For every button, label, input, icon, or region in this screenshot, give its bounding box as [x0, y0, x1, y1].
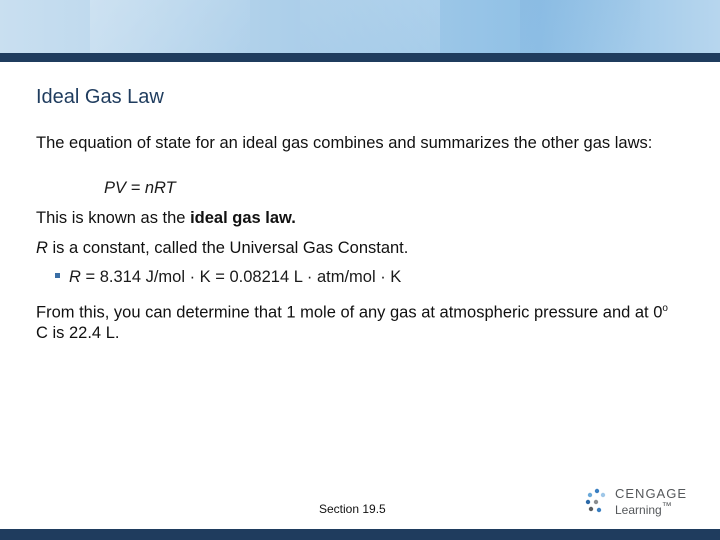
paragraph-ideal-gas-law — [36, 208, 296, 228]
bullet-text: = 8.314 J/mol · K = 0.08214 L · atm/mol · K — [80, 268, 402, 286]
logo-name: CENGAGE — [615, 486, 688, 501]
paragraph-constant — [36, 238, 408, 258]
top-banner — [0, 0, 720, 53]
variable-r: R — [69, 268, 81, 286]
cengage-logo — [585, 486, 695, 518]
logo-sub-text: Learning — [615, 503, 662, 517]
top-rule — [0, 53, 720, 62]
paragraph-text: From this, you can determine that 1 mole of any gas at atmospheric pressure and at 0 — [36, 303, 663, 322]
paragraph-mole — [36, 299, 676, 343]
variable-r: R — [36, 239, 48, 257]
paragraph-text: This is known as the — [36, 209, 191, 227]
banner-facet — [300, 0, 440, 53]
bullet-square-icon — [55, 273, 60, 278]
banner-facet — [90, 0, 250, 53]
equation-text: PV = nRT — [104, 179, 176, 197]
paragraph-text: C is 22.4 L. — [36, 323, 120, 342]
bullet-item — [55, 268, 401, 287]
section-label: Section 19.5 — [319, 502, 386, 516]
equation — [104, 179, 176, 198]
degree-superscript: o — [662, 303, 668, 314]
trademark-mark: ™ — [661, 501, 672, 512]
logo-sub — [615, 501, 672, 517]
paragraph-intro: The equation of state for an ideal gas combines and summarizes the other gas laws: — [36, 134, 653, 152]
banner-facet — [520, 0, 640, 53]
bold-term: ideal gas law. — [190, 209, 296, 227]
paragraph-text: is a constant, called the Universal Gas Constant. — [47, 239, 409, 257]
slide-title: Ideal Gas Law — [36, 86, 164, 108]
bottom-rule — [0, 529, 720, 540]
cengage-dots-icon — [585, 488, 609, 514]
